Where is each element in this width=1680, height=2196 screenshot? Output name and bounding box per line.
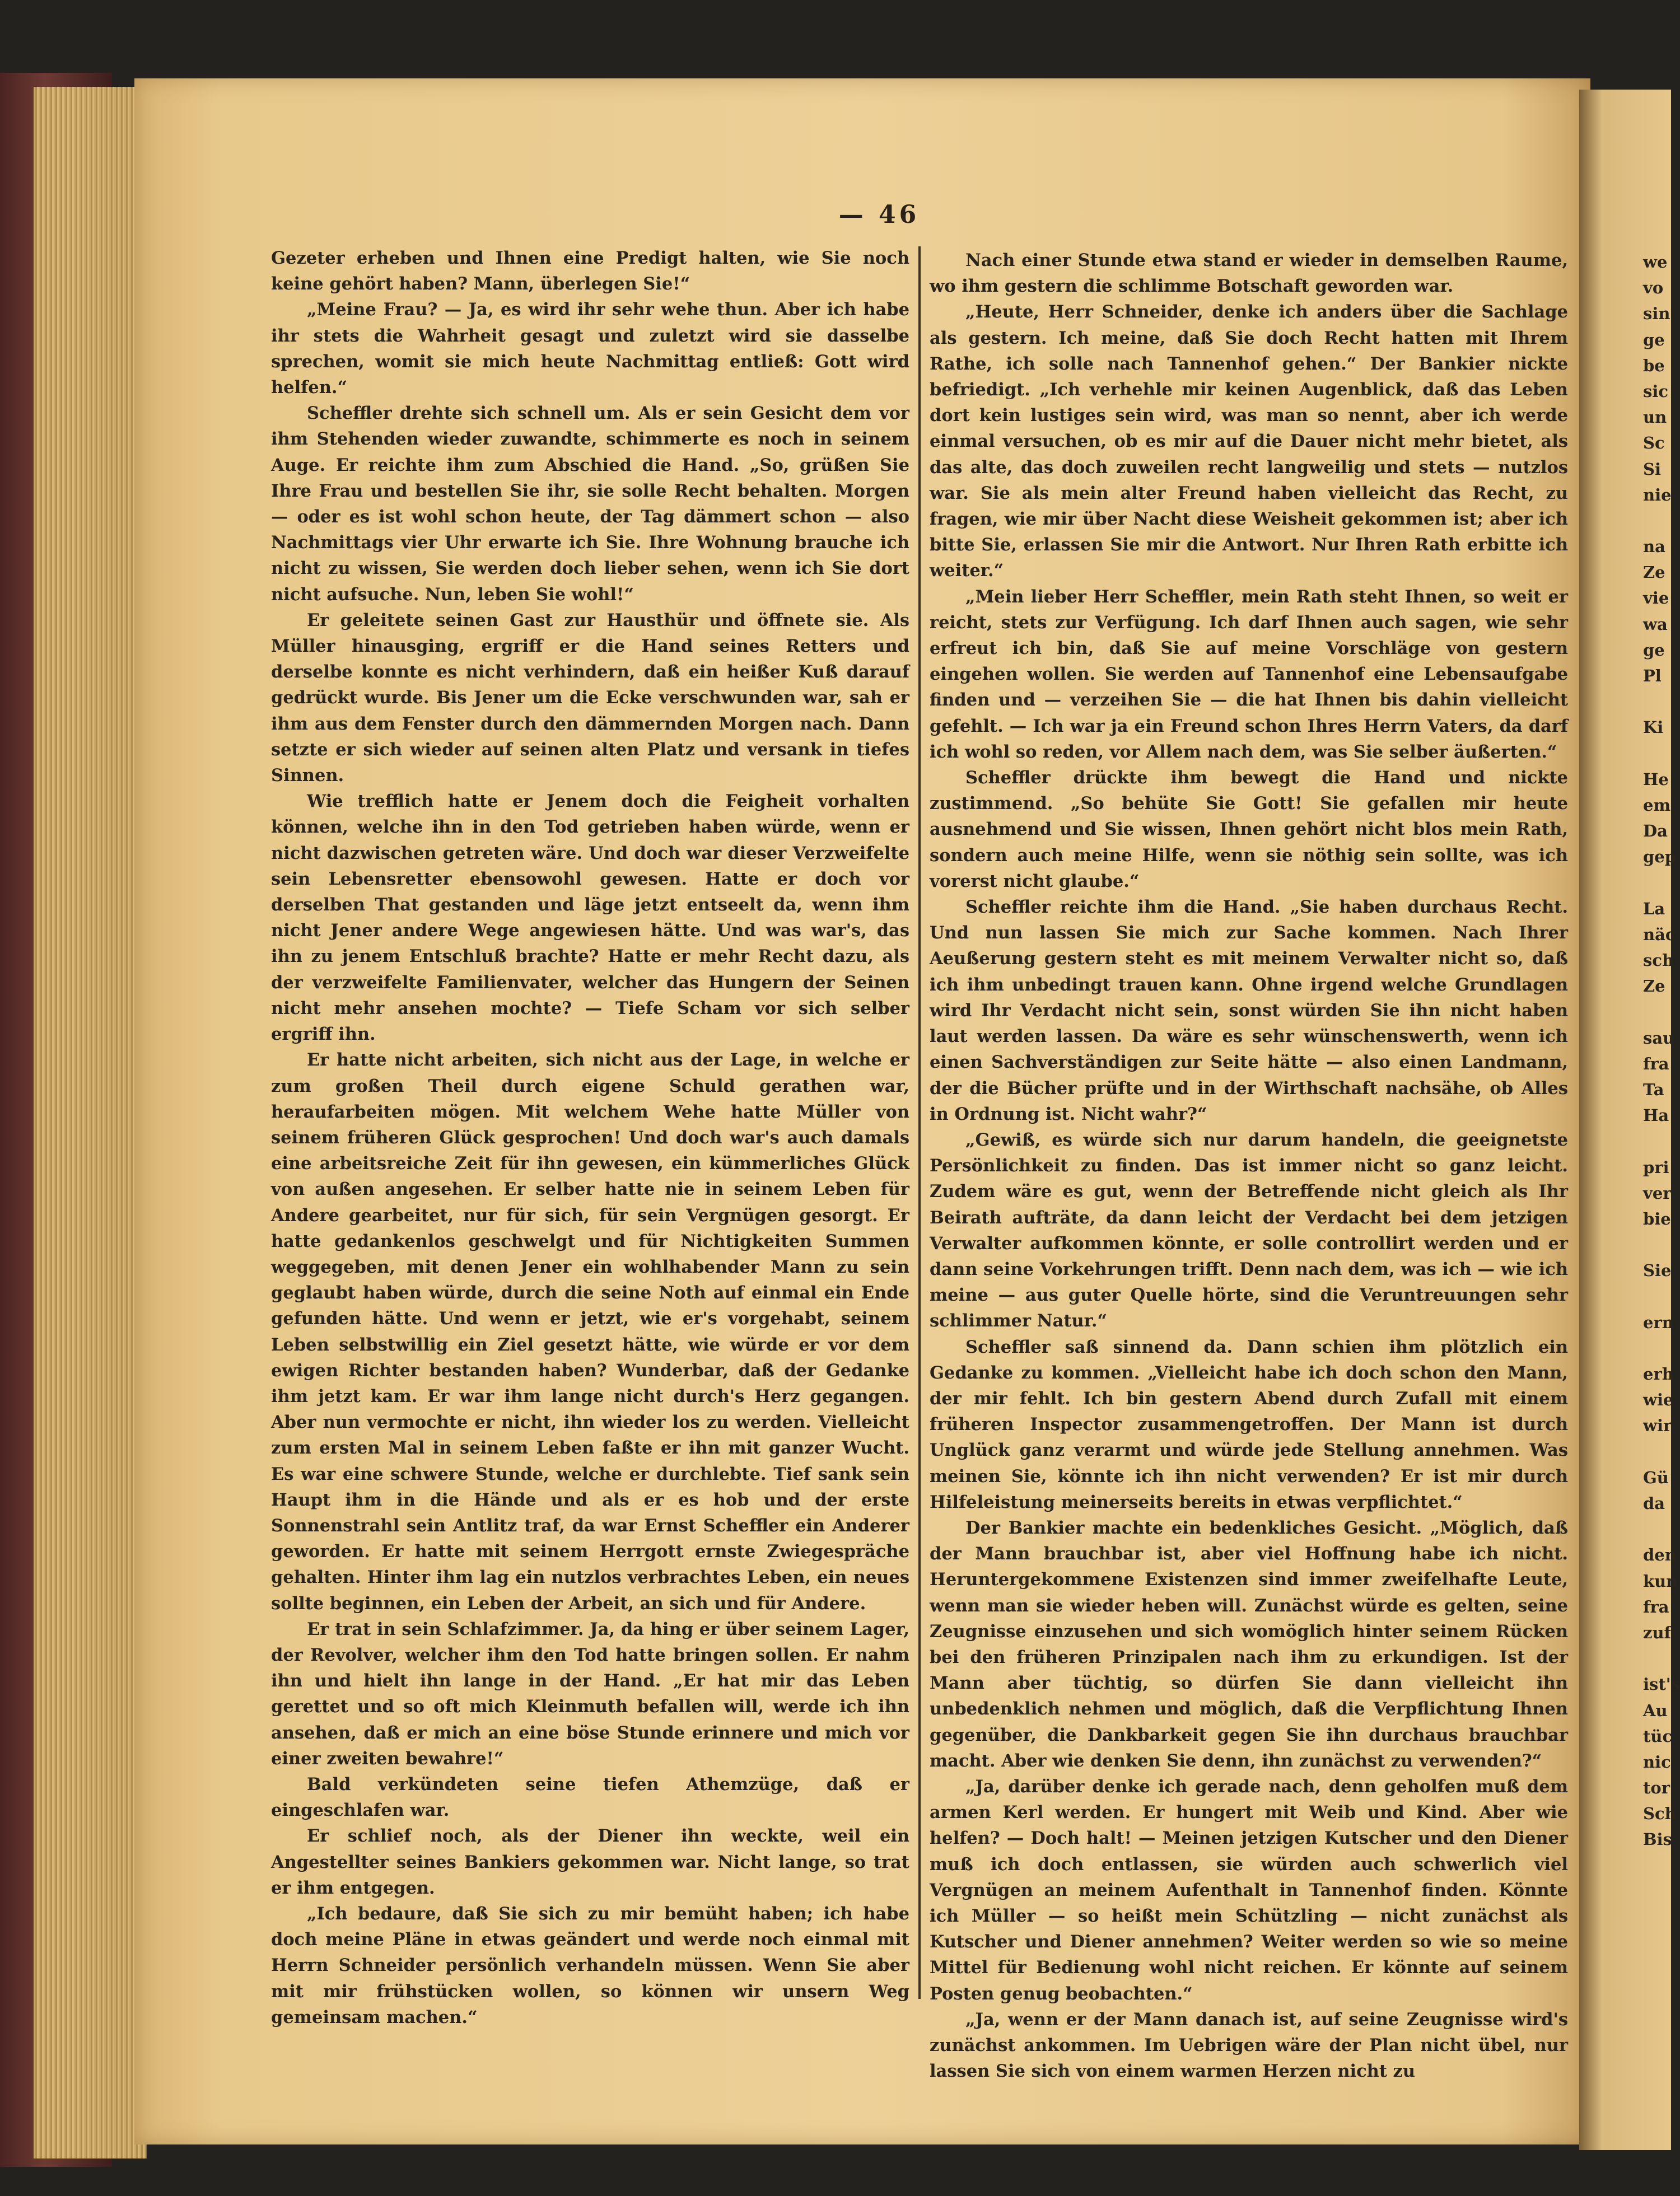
text-column-left [271, 245, 909, 2030]
paragraph: „Ich bedaure, daß Sie sich zu mir bemüht haben; ich habe doch meine Pläne in etwas geändert und werde noch einmal mit Herrn Schneider persönlich verhandeln müssen. Wenn Sie aber mit mir frühstücken wollen, so können wir unsern Weg gemeinsam machen.“ [271, 1904, 909, 2027]
next-page-fragment [1643, 1335, 1671, 1361]
next-page-fragment: Ki [1643, 718, 1664, 737]
next-page-fragment: be [1643, 356, 1665, 375]
next-page-fragment: La [1643, 899, 1665, 918]
next-page-fragment: ern [1643, 1312, 1674, 1332]
next-page-fragment: Bis [1643, 1830, 1672, 1849]
next-page-fragment [1643, 999, 1671, 1025]
paragraph: Gezeter erheben und Ihnen eine Predigt halten, wie Sie noch keine gehört haben? Mann, überlegen Sie!“ [271, 248, 909, 295]
next-page-fragment: erh [1643, 1365, 1674, 1384]
next-page-fragment: we [1643, 253, 1668, 272]
next-page-fragment: em [1643, 795, 1671, 815]
next-page-fragment: tüc [1643, 1726, 1673, 1746]
paragraph: „Ja, wenn er der Mann danach ist, auf seine Zeugnisse wird's zunächst ankommen. Im Uebrigen wäre der Plan nicht übel, nur lassen Sie sich von einem warmen Herzen nicht zu [930, 2009, 1568, 2082]
paragraph: Bald verkündeten seine tiefen Athemzüge, daß er eingeschlafen war. [271, 1774, 909, 1821]
next-page-fragment: zuf [1643, 1623, 1672, 1642]
paragraph: „Gewiß, es würde sich nur darum handeln, die geeignetste Persönlichkeit zu finden. Das ist immer nicht so ganz leicht. Zudem wäre es gut, wenn der Betreffende nicht gleich als Ihr Beirath aufträte, da dann leicht der Verdacht bei dem jetzigen Verwalter aufkommen könnte, er solle controllirt werden und er dann seine Vorkehrungen trifft. Denn nach dem, was ich — wie ich meine — aus guter Quelle hörte, sind die Veruntreuungen sehr schlimmer Natur.“ [930, 1129, 1568, 1331]
next-page-fragment [1643, 689, 1671, 714]
next-page-fragment: fra [1643, 1054, 1669, 1073]
next-page-fragment [1643, 1439, 1671, 1465]
paragraph: Scheffler reichte ihm die Hand. „Sie haben durchaus Recht. Und nun lassen Sie mich zur Sache kommen. Nach Ihrer Aeußerung gestern steht es mit meinem Verwalter nicht so, daß ich ihm unbedingt trauen kann. Ohne irgend welche Grundlagen wird Ihr Verdacht nicht sein, sonst würden Sie ihn nicht haben laut werden lassen. Da wäre es sehr wünschenswerth, wenn ich einen Sachverständigen zur Seite hätte — also einen Landmann, der die Bücher prüfte und in der Wirthschaft nachsähe, ob Alles in Ordnung ist. Nicht wahr?“ [930, 897, 1568, 1124]
next-page-fragment: ge [1643, 640, 1665, 660]
text-column-right [930, 247, 1568, 2084]
paragraph: Er hatte nicht arbeiten, sich nicht aus der Lage, in welche er zum großen Theil durch eigene Schuld gerathen war, heraufarbeiten mögen. Mit welchem Wehe hatte Müller von seinem früheren Glück gesprochen! Und doch war's auch damals eine arbeitsreiche Zeit für ihn gewesen, ein kümmerliches Glück von außen angesehen. Er selber hatte nie in seinem Leben für Andere gearbeitet, nur für sich, für sein Vergnügen gesorgt. Er hatte gedankenlos geschwelgt und für Nichtigkeiten Summen weggegeben, mit denen Jener ein wohlhabender Mann zu sein geglaubt haben würde, durch die seine Noth auf einmal ein Ende gefunden hätte. Und wenn er jetzt, wie er's vorgehabt, seinem Leben selbstwillig ein Ziel gesetzt hätte, wie würde er vor dem ewigen Richter bestanden haben? Wunderbar, daß der Gedanke ihm jetzt kam. Er war ihm lange nicht durch's Herz gegangen. Aber nun vermochte er nicht, ihn wieder los zu werden. Vielleicht zum ersten Mal in seinem Leben faßte er ihn mit ganzer Wucht. Es war eine schwere Stunde, welche er durchlebte. Tief sank sein Haupt ihm in die Hände und als er es hob und der erste Sonnenstrahl sein Antlitz traf, da war Ernst Scheffler ein Anderer geworden. Er hatte mit seinem Herrgott ernste Zwiegespräche gehalten. Hinter ihm lag ein nutzlos verbrachtes Leben, ein neues sollte beginnen, ein Leben der Arbeit, an sich und für Andere. [271, 1050, 909, 1614]
paragraph: „Meine Frau? — Ja, es wird ihr sehr wehe thun. Aber ich habe ihr stets die Wahrheit gesagt und zuletzt wird sie dasselbe sprechen, womit sie mich heute Nachmittag entließ: Gott wird helfen.“ [271, 300, 909, 398]
next-page-fragment: bie [1643, 1209, 1671, 1228]
next-page-fragment: sic [1643, 381, 1669, 401]
next-page-fragment: Pl [1643, 666, 1662, 685]
next-page-fragment: fra [1643, 1597, 1669, 1616]
next-page-fragment: ge [1643, 330, 1665, 349]
next-page-fragment: Sie [1643, 1261, 1672, 1281]
next-page-fragment: sau [1643, 1028, 1675, 1048]
next-page-fragment [1643, 870, 1671, 896]
paragraph: Scheffler drückte ihm bewegt die Hand und nickte zustimmend. „So behüte Sie Gott! Sie gefallen mir heute ausnehmend und Sie wissen, Ihnen gehört nicht blos mein Rath, sondern auch meine Hilfe, wenn sie nöthig sein sollte, was ich vorerst nicht glaube.“ [930, 768, 1568, 891]
next-page-fragment: vie [1643, 588, 1669, 608]
next-page-fragment: nic [1643, 1752, 1671, 1772]
next-page-fragment: sin [1643, 304, 1670, 324]
next-page-fragment: gep [1643, 847, 1677, 867]
next-page-fragment: wir [1643, 1416, 1672, 1436]
page-number: — 46 [838, 200, 920, 229]
paragraph: Er trat in sein Schlafzimmer. Ja, da hing er über seinem Lager, der Revolver, welcher ihm den Tod hatte bringen sollen. Er nahm ihn und hielt ihn lange in der Hand. „Er hat mir das Leben gerettet und so oft mich Kleinmuth befallen will, werde ich ihn ansehen, daß er mich an eine böse Stunde erinnere und mich vor einer zweiten bewahre!“ [271, 1619, 909, 1769]
next-page-fragment: Ze [1643, 976, 1665, 996]
paragraph: „Ja, darüber denke ich gerade nach, denn geholfen muß dem armen Kerl werden. Er hungert mit Weib und Kind. Aber wie helfen? — Doch halt! — Meinen jetzigen Kutscher und den Diener muß ich doch entlassen, sie würden auch schwerlich viel Vergnügen an meinem Aufenthalt in Tannenhof finden. Könnte ich Müller — so heißt mein Schützling — nicht zunächst als Kutscher und Diener annehmen? Weiter werden so wie so meine Mittel für Bedienung wohl nicht reichen. Er könnte auf seinem Posten genug beobachten.“ [930, 1776, 1568, 2004]
next-page-fragment: Ha [1643, 1106, 1669, 1125]
next-page-fragment: Gü [1643, 1468, 1669, 1487]
paragraph: Er geleitete seinen Gast zur Hausthür und öffnete sie. Als Müller hinausging, ergriff er die Hand seines Retters und derselbe konnte es nicht verhindern, daß ein heißer Kuß darauf gedrückt wurde. Bis Jener um die Ecke verschwunden war, sah er ihm aus dem Fenster durch den dämmernden Morgen nach. Dann setzte er sich wieder auf seinen alten Platz und versank in tiefes Sinnen. [271, 610, 909, 786]
paragraph: Nach einer Stunde etwa stand er wieder in demselben Raume, wo ihm gestern die schlimme Botschaft geworden war. [930, 250, 1568, 297]
next-page-fragment: den [1643, 1545, 1677, 1565]
next-page-fragment: un [1643, 408, 1667, 427]
paragraph: Scheffler drehte sich schnell um. Als er sein Gesicht dem vor ihm Stehenden wieder zuwandte, schimmerte es noch in seinem Auge. Er reichte ihm zum Abschied die Hand. „So, grüßen Sie Ihre Frau und bestellen Sie ihr, sie solle Recht behalten. Morgen — oder es ist wohl schon heute, der Tag dämmert schon — also Nachmittags vier Uhr erwarte ich Sie. Ihre Wohnung brauche ich nicht zu wissen, Sie werden doch lieber sehen, wenn ich Sie dort nicht aufsuche. Nun, leben Sie wohl!“ [271, 403, 909, 605]
next-page-fragment: Ta [1643, 1080, 1664, 1099]
paragraph: Er schlief noch, als der Diener ihn weckte, weil ein Angestellter seines Bankiers gekommen war. Nicht lange, so trat er ihm entgegen. [271, 1826, 909, 1898]
next-page-fragment: Sc [1643, 433, 1665, 453]
next-page-fragment [1643, 1128, 1671, 1154]
next-page-fragment: wa [1643, 614, 1668, 634]
next-page-fragment [1643, 1284, 1671, 1310]
next-page-fragment [1643, 741, 1671, 767]
next-page-fragment [1643, 508, 1671, 534]
paragraph: Wie trefflich hatte er Jenem doch die Feigheit vorhalten können, welche ihn in den Tod getrieben haben würde, wenn er nicht dazwischen getreten wäre. Und doch war dieser Verzweifelte sein Lebensretter ebensowohl gewesen. Hatte er doch vor derselben That gestanden und läge jetzt entseelt da, wenn ihm nicht Jener andere Wege angewiesen hätte. Und was war's, das ihn zu jenem Entschluß brachte? Hatte er mehr Recht dazu, als der verzweifelte Familienvater, welcher das Hungern der Seinen nicht mehr ansehen mochte? — Tiefe Scham vor sich selber ergriff ihn. [271, 791, 909, 1045]
paragraph: Scheffler saß sinnend da. Dann schien ihm plötzlich ein Gedanke zu kommen. „Vielleicht habe ich doch schon den Mann, der mir fehlt. Ich bin gestern Abend durch Zufall mit einem früheren Inspector zusammengetroffen. Der Mann ist durch Unglück ganz verarmt und würde jede Stellung annehmen. Was meinen Sie, könnte ich ihn nicht verwenden? Er ist mir durch Hilfeleistung meinerseits bereits in etwas verpflichtet.“ [930, 1337, 1568, 1512]
next-page-fragment: näc [1643, 924, 1676, 944]
next-page-fragment: Sch [1643, 1804, 1677, 1824]
next-page-fragment: He [1643, 769, 1669, 789]
next-page-fragment [1643, 1516, 1671, 1542]
next-page-fragment: sch [1643, 951, 1674, 970]
next-page-fragment [1643, 1232, 1671, 1258]
next-page-fragment: kun [1643, 1571, 1678, 1591]
next-page-fragment: nie [1643, 485, 1672, 504]
next-page-fragment: Au [1643, 1700, 1668, 1720]
next-page-fragment: vo [1643, 278, 1664, 298]
next-page-fragment: wie [1643, 1390, 1674, 1410]
paragraph: „Heute, Herr Schneider, denke ich anders über die Sachlage als gestern. Ich meine, daß Sie doch Recht hatten mit Ihrem Rathe, ich solle nach Tannenhof gehen.“ Der Bankier nickte befriedigt. „Ich verhehle mir keinen Augenblick, daß das Leben dort kein lustiges sein wird, was man so nennt, aber ich werde einmal versuchen, ob es mir auf die Dauer nicht mehr bietet, als das alte, das doch zuweilen recht langweilig und stets — nutzlos war. Sie als mein alter Freund haben vielleicht das Recht, zu fragen, wie mir über Nacht diese Weisheit gekommen ist; aber ich bitte Sie, erlassen Sie mir die Antwort. Nur Ihren Rath erbitte ich weiter.“ [930, 302, 1568, 581]
next-page-fragment: da [1643, 1494, 1665, 1513]
next-page-fragment [1643, 1646, 1671, 1671]
next-page-fragment: Da [1643, 821, 1668, 841]
page-edges [34, 87, 147, 2158]
next-page-fragment: na [1643, 537, 1665, 557]
next-page-fragment: Ze [1643, 563, 1665, 582]
paragraph: Der Bankier machte ein bedenkliches Gesicht. „Möglich, daß der Mann brauchbar ist, aber viel Hoffnung habe ich nicht. Heruntergekommene Existenzen sind immer zweifelhafte Leute, wenn man sie wieder heben will. Zunächst würde es gelten, seine Zeugnisse einzusehen und sich womöglich hinter seinem Rücken bei den früheren Prinzipalen nach ihm zu erkundigen. Ist der Mann aber tüchtig, so dürfen Sie dann vielleicht ihn unbedenklich nehmen und möglich, daß die Verpflichtung Ihnen gegenüber, die Dankbarkeit gegen Sie ihn durchaus brauchbar macht. Aber wie denken Sie denn, ihn zunächst zu verwenden?“ [930, 1517, 1568, 1771]
next-page-fragment: Si [1643, 459, 1661, 479]
next-page-fragment: ver [1643, 1183, 1672, 1203]
paragraph: „Mein lieber Herr Scheffler, mein Rath steht Ihnen, so weit er reicht, stets zur Verfügung. Ich darf Ihnen auch sagen, wie sehr erfreut ich bin, daß Sie auf meine Vorschläge von gestern eingehen wollen. Sie werden auf Tannenhof eine Lebensaufgabe finden und — verzeihen Sie — die hat Ihnen bis dahin vielleicht gefehlt. — Ich war ja ein Freund schon Ihres Herrn Vaters, da darf ich wohl so reden, vor Allem nach dem, was Sie selber äußerten.“ [930, 586, 1568, 762]
column-divider [918, 246, 921, 1999]
next-page-fragment: pri [1643, 1157, 1669, 1177]
next-page-text-fragments [1643, 249, 1680, 1853]
next-page-fragment: ist's [1643, 1675, 1680, 1694]
next-page-fragment: tor [1643, 1778, 1670, 1798]
